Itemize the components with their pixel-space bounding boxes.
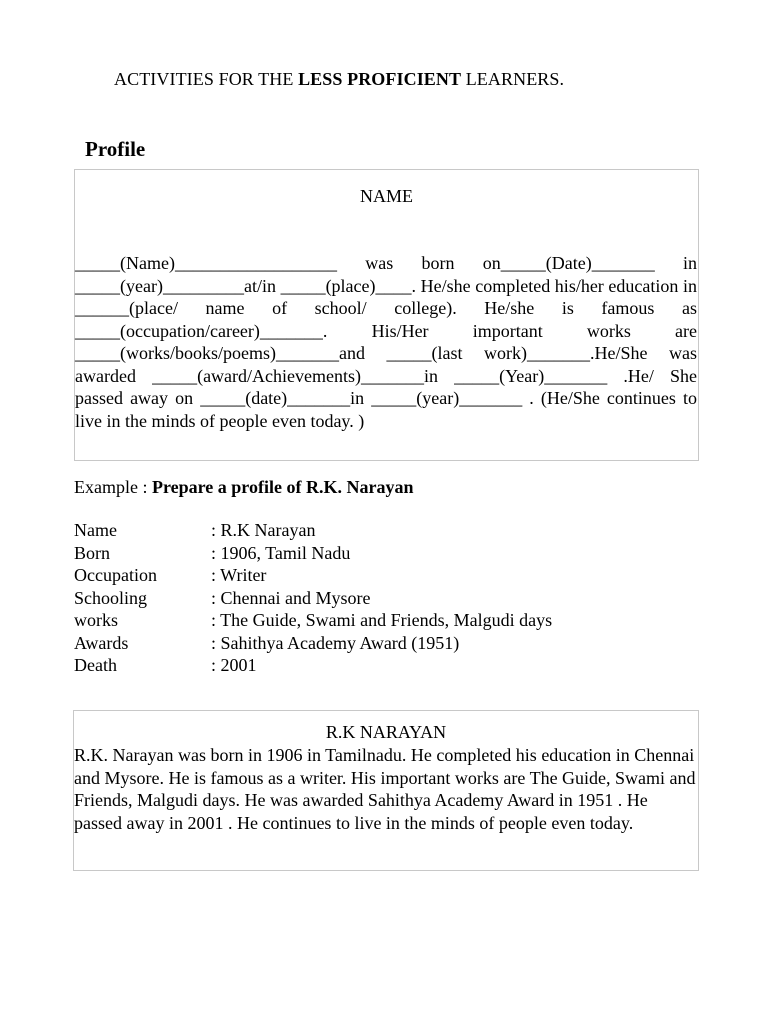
fact-label: Death: [74, 655, 117, 675]
fact-value: : Sahithya Academy Award (1951): [211, 632, 460, 653]
fact-value: : Writer: [211, 565, 267, 585]
example-title: Prepare a profile of R.K. Narayan: [151, 477, 414, 497]
fact-label: Born: [74, 542, 110, 563]
fact-value: : The Guide, Swami and Friends, Malgudi days: [211, 610, 553, 630]
template-box-title: NAME: [360, 186, 413, 206]
profile-text: R.K. Narayan was born in 1906 in Tamilnadu. He completed his education in Chennai and Mysore. He is famous as a writer. His important works are The Guide, Swami and Friends, Malgudi days. He was awarded Sahithya Academy Award in 1951 . He passed away in 2001 . He continues to live in the minds of people even today.: [74, 745, 696, 833]
fact-value: : R.K Narayan: [211, 520, 316, 540]
profile-box: [73, 710, 699, 871]
fact-row: [74, 542, 552, 565]
section-title: Profile: [85, 137, 146, 161]
template-text: _____(Name)__________________ was born on_____(Date)_______ in _____(year)_________at/in _____(place)____. He/she completed his/her education in ______(place/ name of school/ college). He/she is famous as _____(occupation/career)_______. His/Her important works are _____(works/books/poems)_______and _____(last work)_______.He/She was awarded _____(award/Achievements)_______in _____(Year)_______ .He/ She passed away on _____(date)_______in _____(year)_______ . (He/She continues to live in the minds of people even today. ): [75, 253, 697, 431]
fact-value: : Chennai and Mysore: [211, 587, 371, 608]
page-heading: [114, 69, 564, 90]
fact-label: works: [74, 610, 118, 630]
profile-box-title: R.K NARAYAN: [325, 722, 447, 742]
fact-value: : 1906, Tamil Nadu: [211, 542, 351, 563]
fact-row: [74, 654, 552, 677]
heading-prefix: ACTIVITIES FOR THE: [114, 69, 299, 89]
template-box: [74, 169, 699, 461]
fact-value: : 2001: [211, 655, 257, 675]
fact-row: [74, 632, 552, 655]
fact-row: [74, 609, 552, 632]
heading-emphasis: LESS PROFICIENT: [298, 69, 462, 89]
fact-label: Occupation: [74, 565, 157, 585]
heading-suffix: LEARNERS.: [461, 69, 565, 89]
fact-row: [74, 564, 552, 587]
facts-list: [74, 519, 552, 677]
fact-label: Name: [74, 520, 117, 540]
example-prefix: Example :: [74, 477, 152, 497]
fact-label: Awards: [74, 632, 129, 653]
fact-row: [74, 519, 552, 542]
fact-label: Schooling: [74, 587, 148, 608]
fact-row: [74, 587, 552, 610]
example-heading: [74, 477, 413, 498]
